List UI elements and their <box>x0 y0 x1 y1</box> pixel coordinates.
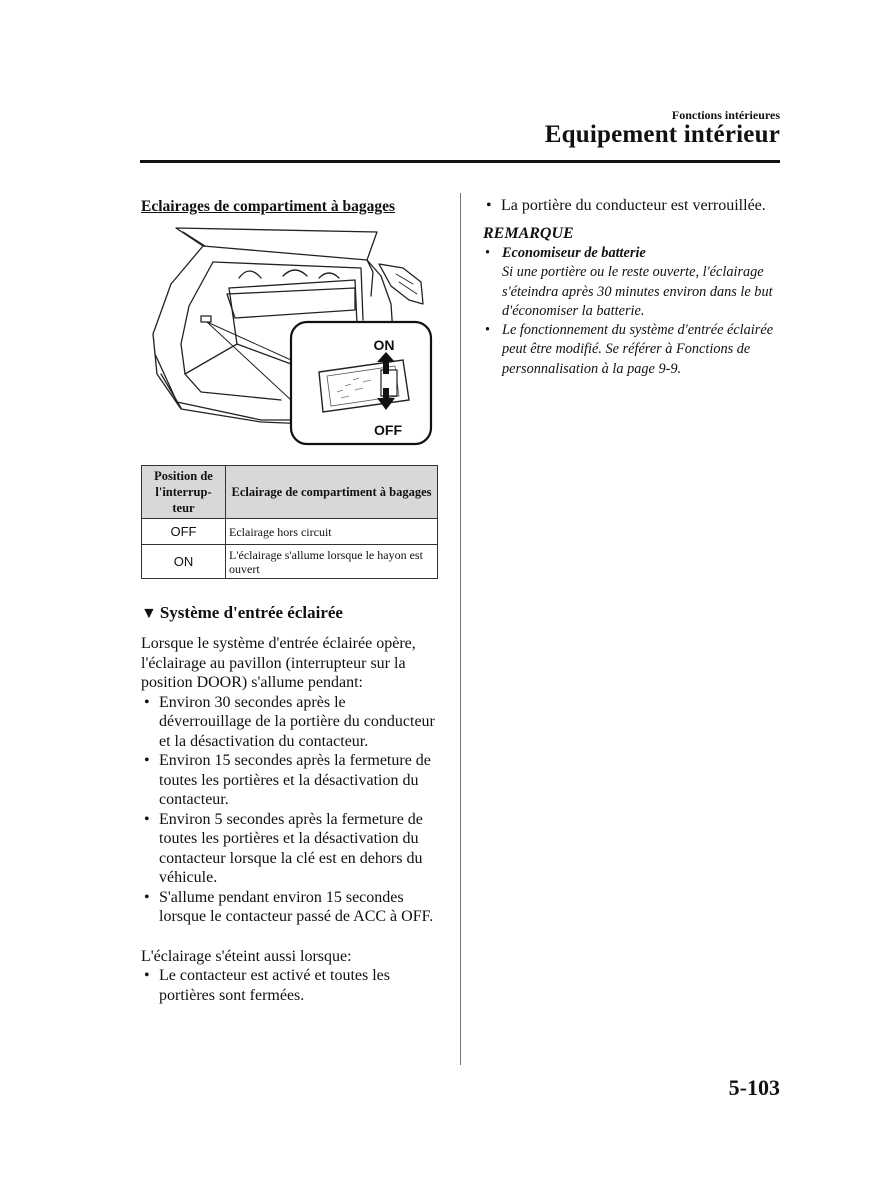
list-item: • Environ 30 secondes après le déverrouillage de la portière du conducteur et la désactivation du contacteur. <box>144 693 435 750</box>
off-intro-paragraph: L'éclairage s'éteint aussi lorsque: <box>141 947 352 965</box>
section-heading: Eclairages de compartiment à bagages <box>141 198 395 215</box>
note-item <box>483 244 781 321</box>
bullet-icon: • <box>144 752 150 769</box>
cargo-light-illustration <box>141 224 437 450</box>
page-number: 5-103 <box>728 1075 780 1100</box>
intro-paragraph: Lorsque le système d'entrée éclairée opère, l'éclairage au pavillon (interrupteur sur la position DOOR) s'allume pendant: <box>141 635 416 691</box>
list-item: • La portière du conducteur est verrouillée. <box>486 197 766 214</box>
off-conditions-list <box>141 966 439 1005</box>
list-item: • S'allume pendant environ 15 secondes lorsque le contacteur passé de ACC à OFF. <box>144 888 434 925</box>
header-rule <box>140 160 780 163</box>
note-text: Le fonctionnement du système d'entrée éclairée peut être modifié. Se référer à Fonctions de personnalisation à la page 9-9. <box>502 322 774 377</box>
note-item <box>483 321 781 379</box>
table-cell-position: OFF <box>142 519 226 545</box>
right-column <box>483 196 781 379</box>
sub-heading <box>141 601 439 626</box>
on-conditions-list <box>141 693 439 927</box>
column-divider <box>460 193 461 1065</box>
switch-table <box>141 465 438 579</box>
table-header-position: Position de l'interrup-teur <box>142 466 226 519</box>
bullet-icon: • <box>485 322 491 339</box>
switch-on-label: ON <box>373 337 395 353</box>
table-cell-description: L'éclairage s'allume lorsque le hayon est ouvert <box>226 545 438 579</box>
list-item: • Environ 5 secondes après la fermeture de toutes les portières et la désactivation du contacteur lorsque la clé est en dehors du véhicule. <box>144 810 423 886</box>
page-title: Equipement intérieur <box>544 121 780 148</box>
note-text: Si une portière ou le reste ouverte, l'éclairage s'éteindra après 30 minutes environ dans le but d'économiser la batterie. <box>502 264 773 319</box>
list-item: • Environ 15 secondes après la fermeture de toutes les portières et la désactivation du contacteur. <box>144 752 431 808</box>
bullet-icon: • <box>144 888 150 906</box>
table-header-lighting: Eclairage de compartiment à bagages <box>226 466 438 519</box>
notes-list <box>483 244 781 379</box>
left-column <box>141 196 439 1005</box>
switch-off-label: OFF <box>374 422 402 438</box>
bullet-icon: • <box>486 197 492 214</box>
table-row <box>142 519 438 545</box>
table-cell-position: ON <box>142 545 226 579</box>
table-cell-description: Eclairage hors circuit <box>226 519 438 545</box>
bullet-icon: • <box>144 693 150 711</box>
remarque-heading: REMARQUE <box>483 225 574 242</box>
header-section: Fonctions intérieures <box>671 108 780 122</box>
table-row <box>142 545 438 579</box>
continued-list <box>483 196 781 216</box>
bullet-icon: • <box>144 967 150 984</box>
bullet-icon: • <box>144 810 150 828</box>
bullet-icon: • <box>485 245 491 261</box>
sub-heading-text: Système d'entrée éclairée <box>159 603 343 622</box>
list-item: • Le contacteur est activé et toutes les portières sont fermées. <box>144 967 391 1004</box>
triangle-icon: ▼ <box>141 605 157 622</box>
note-title: Economiseur de batterie <box>502 245 646 261</box>
